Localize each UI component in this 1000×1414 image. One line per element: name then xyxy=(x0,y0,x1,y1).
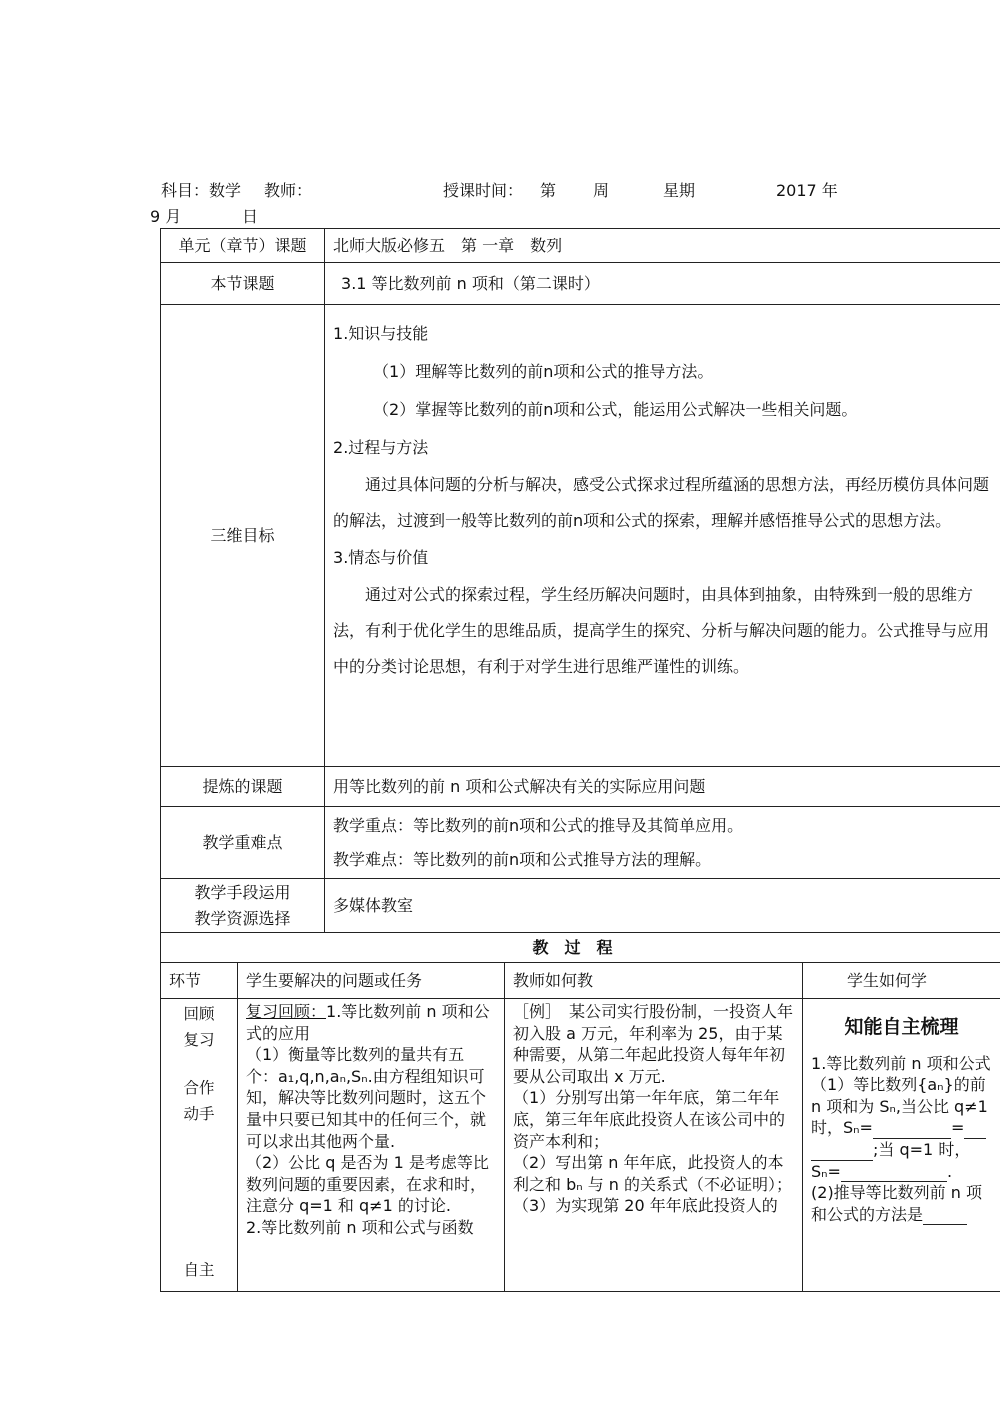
process-header-row xyxy=(161,963,1000,999)
student-task-cell xyxy=(238,999,505,1292)
learn-title: 知能自主梳理 xyxy=(844,1016,959,1038)
means-label xyxy=(161,879,325,933)
learn-line-3: (2)推导等比数列前 n 项和公式的方法是 xyxy=(811,1183,982,1224)
topic-value: 3.1 等比数列前 n 项和（第二课时） xyxy=(325,263,1000,305)
learn-line-2b: ;当 q=1 时，Sₙ= xyxy=(811,1140,971,1181)
stage-5: 自主 xyxy=(183,1261,215,1279)
year-label: 2017 年 xyxy=(776,181,838,200)
stage-3: 合作 xyxy=(183,1079,215,1097)
means-label-2: 教学资源选择 xyxy=(194,908,291,928)
obj3-text: 通过对公式的探索过程，学生经历解决问题时，由具体到抽象，由特殊到一般的思维方法，有利于优化学生的思维品质，提高学生的探究、分析与解决问题的能力。公式推导与应用中的分类讨论思想，有利于对学生进行思维严谨性的训练。 xyxy=(333,585,990,676)
learn-line-1: 1.等比数列前 n 项和公式 xyxy=(811,1053,991,1073)
stage-1: 回顾 xyxy=(183,1005,215,1023)
unit-value: 北师大版必修五 第 一章 数列 xyxy=(325,229,1000,263)
blank-1[interactable] xyxy=(873,1120,951,1139)
obj1-b: （2）掌握等比数列的前n项和公式，能运用公式解决一些相关问题。 xyxy=(373,400,858,419)
month-label: 9 月 xyxy=(150,207,182,226)
obj1-title: 1.知识与技能 xyxy=(333,324,429,343)
key-label: 教学重难点 xyxy=(161,807,325,879)
task-line-2: （1）衡量等比数列的量共有五个：a₁,q,n,aₙ,Sₙ.由方程组知识可知，解决等比数列问题时，这五个量中只要已知其中的任何三个，就可以求出其他两个量. xyxy=(246,1045,487,1151)
col-student-task: 学生要解决的问题或任务 xyxy=(238,963,505,999)
learn-eq: = xyxy=(950,1118,965,1138)
blank-3[interactable] xyxy=(841,1163,947,1182)
learn-dot: . xyxy=(946,1161,953,1181)
refined-row xyxy=(161,767,1000,807)
learn-line-2a: （1）等比数列{aₙ}的前 n 项和为 Sₙ,当公比 q≠1 时，Sₙ= xyxy=(811,1075,988,1138)
stage-4: 动手 xyxy=(183,1105,215,1123)
subject-label: 科目：数学 xyxy=(161,181,242,200)
key-point: 教学重点：等比数列的前n项和公式的推导及其简单应用。 xyxy=(333,815,744,835)
means-label-1: 教学手段运用 xyxy=(194,882,291,902)
time-label: 授课时间： xyxy=(443,181,524,200)
teacher-label: 教师： xyxy=(264,181,313,200)
teach-line-3: （2）写出第 n 年年底，此投资人的本利之和 bₙ 与 n 的关系式（不必证明）； xyxy=(513,1153,793,1194)
task-line-1: 1.等比数列前 n 项和公式的应用 xyxy=(246,1002,490,1043)
teacher-cell xyxy=(505,999,803,1292)
week-zhou-label: 周 xyxy=(593,181,610,200)
teach-line-2: （1）分别写出第一年年底，第二年年底，第三年年底此投资人在该公司中的资产本利和； xyxy=(513,1088,786,1151)
blank-2b[interactable] xyxy=(811,1142,873,1161)
objectives-label: 三维目标 xyxy=(161,305,325,767)
stage-2: 复习 xyxy=(183,1031,215,1049)
obj2-title: 2.过程与方法 xyxy=(333,438,429,457)
review-head: 复习回顾： xyxy=(246,1002,327,1021)
difficult-point: 教学难点：等比数列的前n项和公式推导方法的理解。 xyxy=(333,849,712,869)
blank-4[interactable] xyxy=(923,1206,967,1225)
objectives-row xyxy=(161,305,1000,767)
col-teacher: 教师如何教 xyxy=(505,963,803,999)
key-content xyxy=(325,807,1000,879)
unit-label: 单元（章节）课题 xyxy=(161,229,325,263)
refined-value: 用等比数列的前 n 项和公式解决有关的实际应用问题 xyxy=(325,767,1000,807)
obj2-text: 通过具体问题的分析与解决，感受公式探求过程所蕴涵的思想方法，再经历模仿具体问题的解法，过渡到一般等比数列的前n项和公式的探索，理解并感悟推导公式的思想方法。 xyxy=(333,475,990,530)
objectives-content xyxy=(325,305,1000,767)
key-row xyxy=(161,807,1000,879)
weekday-label: 星期 xyxy=(663,181,696,200)
obj1-a: （1）理解等比数列的前n项和公式的推导方法。 xyxy=(373,362,714,381)
process-body-row xyxy=(161,999,1000,1292)
means-row xyxy=(161,879,1000,933)
week-di-label: 第 xyxy=(540,181,557,200)
process-title: 教过程 xyxy=(161,933,1000,963)
means-value: 多媒体教室 xyxy=(325,879,1000,933)
task-line-3: （2）公比 q 是否为 1 是考虑等比数列问题的重要因素，在求和时，注意分 q=1 和 q≠1 的讨论. xyxy=(246,1153,489,1216)
unit-row xyxy=(161,229,1000,263)
teach-line-1: ［例］ 某公司实行股份制，一投资人年初入股 a 万元，年利率为 25，由于某种需要，从第二年起此投资人每年年初要从公司取出 x 万元. xyxy=(513,1002,794,1086)
col-learn: 学生如何学 xyxy=(803,963,1000,999)
topic-label: 本节课题 xyxy=(161,263,325,305)
learn-cell xyxy=(803,999,1000,1292)
blank-2a[interactable] xyxy=(964,1120,986,1139)
stage-cell xyxy=(161,999,238,1292)
task-line-4: 2.等比数列前 n 项和公式与函数 xyxy=(246,1217,474,1237)
process-title-row xyxy=(161,933,1000,963)
col-stage: 环节 xyxy=(161,963,238,999)
day-label: 日 xyxy=(242,207,259,226)
teach-line-4: （3）为实现第 20 年年底此投资人的 xyxy=(513,1196,778,1216)
topic-row xyxy=(161,263,1000,305)
refined-label: 提炼的课题 xyxy=(161,767,325,807)
lesson-plan-table xyxy=(160,228,1000,1292)
obj3-title: 3.情态与价值 xyxy=(333,548,429,567)
